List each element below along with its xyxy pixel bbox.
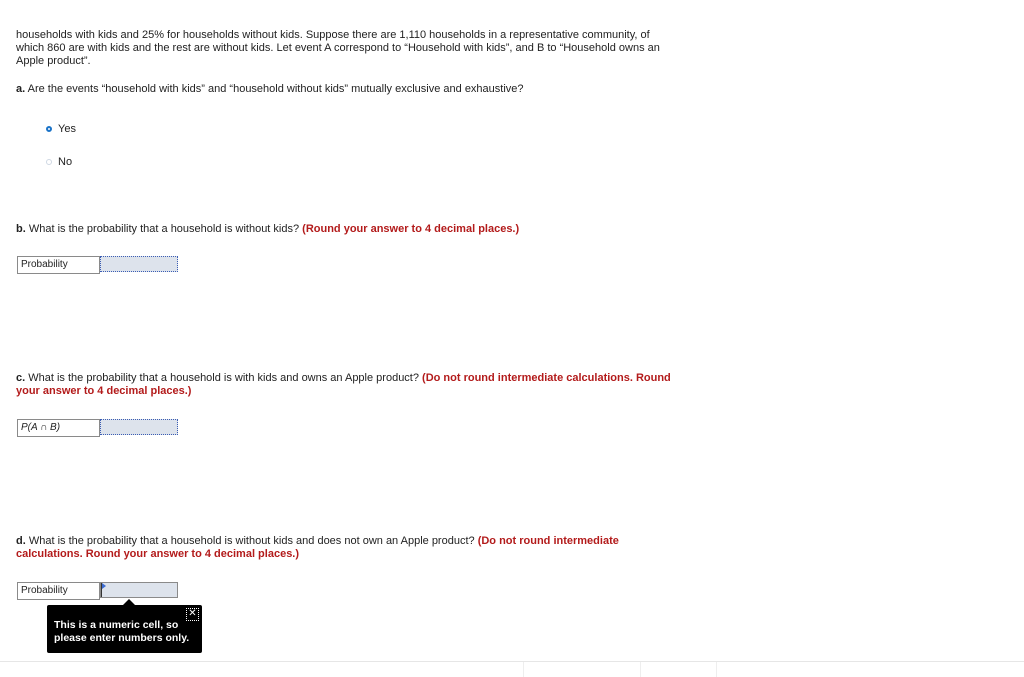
option-yes-label: Yes [58,123,76,135]
close-icon[interactable]: ✕ [186,608,199,621]
question-d-text: What is the probability that a household is without kids and does not own an Apple product? [25,535,478,547]
answer-row-c [17,419,178,437]
question-d-instruction-1: (Do not round intermediate [477,535,619,547]
question-d-instruction-2: calculations. Round your answer to 4 decimal places.) [16,548,300,560]
bottom-divider-tick [640,662,641,677]
answer-c-label: P(A ∩ B) [17,419,100,437]
intro-line-1: households with kids and 25% for households without kids. Suppose there are 1,110 households in a representative community, of [16,29,650,41]
question-c-prefix: c. [16,372,26,384]
question-a-prefix: a. [16,83,26,95]
question-a [16,83,756,96]
answer-d-label: Probability [17,582,100,600]
numeric-cell-tooltip [47,605,202,653]
answer-row-d [17,582,178,600]
question-d [16,535,756,561]
question-b-text: What is the probability that a household is without kids? [25,223,303,235]
question-c-instruction-1: (Do not round intermediate calculations. Round [422,372,671,384]
option-yes[interactable] [46,123,76,135]
option-no-label: No [58,156,73,168]
question-b [16,223,756,236]
bottom-divider [0,661,1024,662]
radio-unselected-icon[interactable] [46,159,52,165]
answer-c-input[interactable] [100,419,178,435]
bottom-divider-tick [523,662,524,677]
bottom-divider-tick [716,662,717,677]
question-a-text: Are the events “household with kids” and “household without kids” mutually exclusive and exhaustive? [25,83,524,95]
question-c-instruction-2: your answer to 4 decimal places.) [16,385,192,397]
question-c [16,372,756,398]
answer-d-input[interactable] [100,582,178,598]
tooltip-text [54,619,189,645]
answer-b-input[interactable] [100,256,178,272]
question-d-prefix: d. [16,535,26,547]
answer-row-b [17,256,178,274]
option-no[interactable] [46,156,72,168]
flag-icon [102,583,106,589]
intro-line-3: Apple product”. [16,55,91,67]
answer-b-label: Probability [17,256,100,274]
radio-selected-icon[interactable] [46,126,52,132]
problem-intro [16,29,756,68]
tooltip-line-1: This is a numeric cell, so [54,619,179,631]
question-b-instruction: (Round your answer to 4 decimal places.) [302,223,520,235]
tooltip-line-2: please enter numbers only. [54,632,190,644]
question-b-prefix: b. [16,223,26,235]
intro-line-2: which 860 are with kids and the rest are without kids. Let event A correspond to “Household with kids”, and B to “Household owns an [16,42,660,54]
question-c-text: What is the probability that a household is with kids and owns an Apple product? [25,372,423,384]
